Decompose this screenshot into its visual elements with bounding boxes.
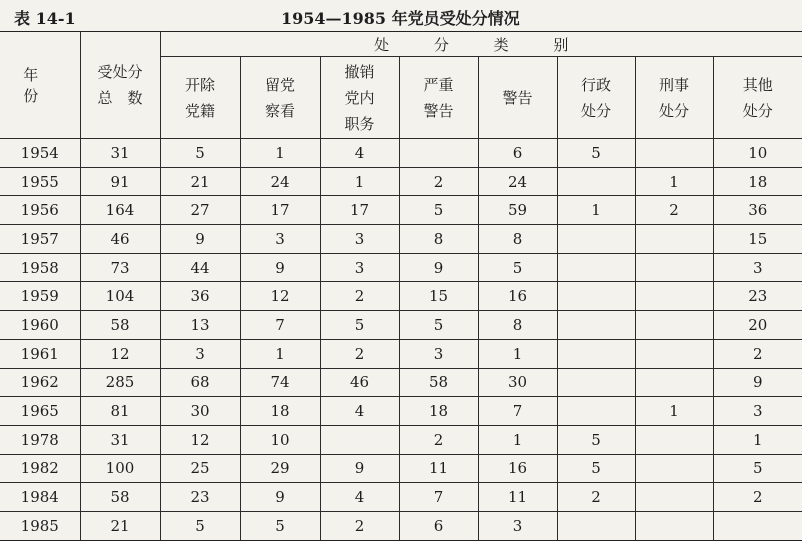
category-header: 警告 (478, 57, 557, 139)
total-cell: 91 (80, 167, 160, 196)
value-cell (635, 225, 713, 254)
value-cell: 21 (160, 167, 240, 196)
table-row (0, 339, 802, 368)
value-cell (635, 425, 713, 454)
value-cell: 1 (557, 196, 635, 225)
value-cell (557, 397, 635, 426)
value-cell: 74 (240, 368, 320, 397)
value-cell: 9 (713, 368, 802, 397)
value-cell: 11 (399, 454, 478, 483)
year-cell: 1959 (0, 282, 80, 311)
value-cell: 3 (320, 225, 399, 254)
value-cell (635, 454, 713, 483)
total-cell: 58 (80, 483, 160, 512)
total-cell: 81 (80, 397, 160, 426)
total-cell: 73 (80, 253, 160, 282)
table-row (0, 167, 802, 196)
total-cell: 46 (80, 225, 160, 254)
value-cell: 30 (478, 368, 557, 397)
total-cell: 31 (80, 425, 160, 454)
year-cell: 1958 (0, 253, 80, 282)
value-cell: 5 (160, 139, 240, 168)
value-cell: 5 (320, 311, 399, 340)
year-cell: 1961 (0, 339, 80, 368)
total-cell: 164 (80, 196, 160, 225)
value-cell: 23 (713, 282, 802, 311)
value-cell: 25 (160, 454, 240, 483)
year-cell: 1962 (0, 368, 80, 397)
category-group-header: 处 分 类 别 (160, 32, 802, 57)
value-cell: 36 (713, 196, 802, 225)
value-cell: 3 (478, 511, 557, 540)
total-cell: 104 (80, 282, 160, 311)
year-cell: 1984 (0, 483, 80, 512)
value-cell (635, 311, 713, 340)
value-cell: 1 (320, 167, 399, 196)
value-cell: 2 (635, 196, 713, 225)
category-header: 其他 处分 (713, 57, 802, 139)
value-cell: 10 (713, 139, 802, 168)
value-cell: 4 (320, 139, 399, 168)
value-cell: 1 (478, 339, 557, 368)
value-cell (635, 339, 713, 368)
value-cell: 46 (320, 368, 399, 397)
value-cell: 1 (240, 339, 320, 368)
value-cell: 20 (713, 311, 802, 340)
value-cell: 6 (478, 139, 557, 168)
value-cell: 23 (160, 483, 240, 512)
value-cell: 24 (240, 167, 320, 196)
value-cell: 5 (557, 139, 635, 168)
year-cell: 1957 (0, 225, 80, 254)
year-column-header: 年 份 (0, 32, 80, 139)
table-title: 1954—1985 年党员受处分情况 (281, 9, 520, 28)
value-cell (557, 225, 635, 254)
value-cell (635, 511, 713, 540)
table-row (0, 253, 802, 282)
value-cell: 12 (160, 425, 240, 454)
table-row (0, 196, 802, 225)
value-cell: 2 (713, 339, 802, 368)
value-cell: 6 (399, 511, 478, 540)
value-cell: 68 (160, 368, 240, 397)
value-cell: 3 (240, 225, 320, 254)
total-cell: 31 (80, 139, 160, 168)
value-cell (557, 339, 635, 368)
table-row (0, 511, 802, 540)
value-cell: 30 (160, 397, 240, 426)
category-header: 留党 察看 (240, 57, 320, 139)
value-cell: 5 (399, 311, 478, 340)
value-cell: 3 (713, 397, 802, 426)
category-header: 行政 处分 (557, 57, 635, 139)
value-cell (557, 368, 635, 397)
year-cell: 1956 (0, 196, 80, 225)
value-cell: 9 (240, 483, 320, 512)
table-row (0, 311, 802, 340)
value-cell: 5 (399, 196, 478, 225)
value-cell (557, 253, 635, 282)
value-cell: 18 (240, 397, 320, 426)
value-cell: 2 (320, 511, 399, 540)
value-cell (557, 311, 635, 340)
value-cell: 44 (160, 253, 240, 282)
category-header: 严重 警告 (399, 57, 478, 139)
value-cell: 2 (320, 339, 399, 368)
value-cell: 1 (478, 425, 557, 454)
value-cell: 36 (160, 282, 240, 311)
value-cell: 15 (713, 225, 802, 254)
table-row (0, 397, 802, 426)
table-row (0, 282, 802, 311)
value-cell: 5 (557, 454, 635, 483)
value-cell: 59 (478, 196, 557, 225)
value-cell (713, 511, 802, 540)
year-cell: 1985 (0, 511, 80, 540)
value-cell (557, 282, 635, 311)
total-cell: 100 (80, 454, 160, 483)
value-cell: 15 (399, 282, 478, 311)
year-cell: 1955 (0, 167, 80, 196)
value-cell (635, 139, 713, 168)
value-cell (635, 282, 713, 311)
category-header: 刑事 处分 (635, 57, 713, 139)
total-column-header: 受处分 总 数 (80, 32, 160, 139)
year-cell: 1965 (0, 397, 80, 426)
value-cell: 9 (160, 225, 240, 254)
value-cell: 13 (160, 311, 240, 340)
value-cell: 1 (635, 167, 713, 196)
value-cell: 3 (399, 339, 478, 368)
header-row-group (0, 32, 802, 57)
value-cell: 8 (399, 225, 478, 254)
year-cell: 1960 (0, 311, 80, 340)
total-cell: 12 (80, 339, 160, 368)
value-cell: 16 (478, 282, 557, 311)
value-cell: 7 (399, 483, 478, 512)
table-row (0, 483, 802, 512)
value-cell: 1 (240, 139, 320, 168)
category-header: 撤销 党内 职务 (320, 57, 399, 139)
value-cell: 4 (320, 397, 399, 426)
table-body (0, 139, 802, 541)
value-cell (557, 167, 635, 196)
total-cell: 285 (80, 368, 160, 397)
value-cell: 1 (713, 425, 802, 454)
table-row (0, 425, 802, 454)
table-row (0, 454, 802, 483)
table-row (0, 139, 802, 168)
value-cell: 2 (320, 282, 399, 311)
value-cell (635, 483, 713, 512)
value-cell: 18 (399, 397, 478, 426)
total-cell: 58 (80, 311, 160, 340)
value-cell: 11 (478, 483, 557, 512)
value-cell: 4 (320, 483, 399, 512)
value-cell: 27 (160, 196, 240, 225)
value-cell: 12 (240, 282, 320, 311)
value-cell: 16 (478, 454, 557, 483)
value-cell (320, 425, 399, 454)
value-cell: 3 (713, 253, 802, 282)
value-cell: 8 (478, 311, 557, 340)
value-cell: 3 (320, 253, 399, 282)
value-cell: 18 (713, 167, 802, 196)
value-cell: 5 (713, 454, 802, 483)
category-header: 开除 党籍 (160, 57, 240, 139)
year-cell: 1978 (0, 425, 80, 454)
value-cell: 8 (478, 225, 557, 254)
value-cell: 24 (478, 167, 557, 196)
table-row (0, 225, 802, 254)
value-cell: 9 (240, 253, 320, 282)
value-cell: 5 (160, 511, 240, 540)
value-cell: 2 (399, 167, 478, 196)
value-cell: 2 (713, 483, 802, 512)
value-cell (635, 253, 713, 282)
value-cell: 2 (557, 483, 635, 512)
value-cell: 17 (240, 196, 320, 225)
table-row (0, 368, 802, 397)
year-cell: 1954 (0, 139, 80, 168)
value-cell (635, 368, 713, 397)
table-caption (0, 0, 802, 30)
value-cell: 5 (478, 253, 557, 282)
value-cell: 9 (399, 253, 478, 282)
value-cell: 9 (320, 454, 399, 483)
value-cell (557, 511, 635, 540)
year-cell: 1982 (0, 454, 80, 483)
total-cell: 21 (80, 511, 160, 540)
value-cell: 3 (160, 339, 240, 368)
value-cell: 1 (635, 397, 713, 426)
value-cell: 2 (399, 425, 478, 454)
value-cell (399, 139, 478, 168)
value-cell: 7 (240, 311, 320, 340)
value-cell: 5 (557, 425, 635, 454)
value-cell: 7 (478, 397, 557, 426)
table-number: 表 14-1 (14, 9, 76, 28)
discipline-table (0, 31, 802, 541)
value-cell: 17 (320, 196, 399, 225)
value-cell: 10 (240, 425, 320, 454)
value-cell: 5 (240, 511, 320, 540)
value-cell: 29 (240, 454, 320, 483)
value-cell: 58 (399, 368, 478, 397)
